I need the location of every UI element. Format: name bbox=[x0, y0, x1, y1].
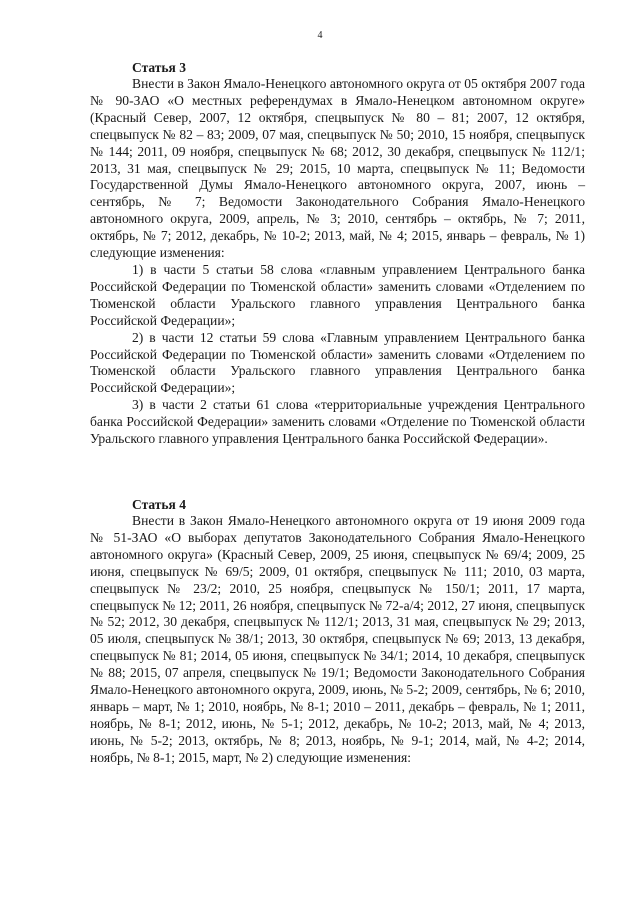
article-4 bbox=[90, 496, 585, 767]
article-3-item-1: 1) в части 5 статьи 58 слова «главным управлением Центрального банка Российской Федерации по Тюменской области» заменить словами «Отделением по Тюменской области Уральского главного управления Центрального банка Российской Федерации»; bbox=[90, 261, 585, 328]
article-3-heading: Статья 3 bbox=[132, 60, 186, 75]
article-3-item-3: 3) в части 2 статьи 61 слова «территориальные учреждения Центрального банка Российской Федерации» заменить словами «Отделение по Тюменской области Уральского главного управления Центрального банка Российской Федерации». bbox=[90, 397, 585, 447]
page-number: 4 bbox=[317, 30, 323, 41]
article-3-item-2: 2) в части 12 статьи 59 слова «Главным управлением Центрального банка Российской Федерации по Тюменской области» заменить словами «Отделением по Тюменской области Уральского главного управления Центрального банка Российской Федерации»; bbox=[90, 329, 585, 396]
article-3 bbox=[90, 59, 585, 448]
article-4-intro: Внести в Закон Ямало-Ненецкого автономного округа от 19 июня 2009 года № 51-ЗАО «О выборах депутатов Законодательного Собрания Ямало-Ненецкого автономного округа» (Красный Север, 2009, 25 июня, спецвыпуск № 69/4; 2009, 25 июня, спецвыпуск № 69/5; 2009, 01 октября, спецвыпуск № 111; 2010, 03 марта, спецвыпуск № 23/2; 2010, 25 ноября, спецвыпуск № 150/1; 2011, 17 марта, спецвыпуск № 12; 2011, 26 ноября, спецвыпуск № 72-а/4; 2012, 27 июня, спецвыпуск № 52; 2012, 30 декабря, спецвыпуск № 112/1; 2013, 31 мая, спецвыпуск № 29; 2013, 05 июля, спецвыпуск № 38/1; 2013, 30 октября, спецвыпуск № 69; 2013, 13 декабря, спецвыпуск № 81; 2014, 05 июня, спецвыпуск № 34/1; 2014, 10 декабря, спецвыпуск № 88; 2015, 07 апреля, спецвыпуск № 19/1; Ведомости Законодательного Собрания Ямало-Ненецкого автономного округа, 2009, июнь, № 5-2; 2009, сентябрь, № 6; 2010, январь – март, № 1; 2010, ноябрь, № 8-1; 2010 – 2011, декабрь – февраль, № 1; 2011, ноябрь, № 8-1; 2012, июнь, № 5-1; 2012, декабрь, № 10-2; 2013, май, № 4; 2013, июнь, № 5-2; 2013, октябрь, № 8; 2013, ноябрь, № 9-1; 2014, май, № 4-2; 2014, ноябрь, № 8-1; 2015, март, № 2) следующие изменения: bbox=[90, 513, 585, 765]
article-4-heading: Статья 4 bbox=[132, 497, 186, 512]
article-3-intro: Внести в Закон Ямало-Ненецкого автономного округа от 05 октября 2007 года № 90-ЗАО «О местных референдумах в Ямало-Ненецком автономном округе» (Красный Север, 2007, 12 октября, спецвыпуск № 80 – 81; 2007, 12 октября, спецвыпуск № 82 – 83; 2009, 07 мая, спецвыпуск № 50; 2010, 15 ноября, спецвыпуск № 144; 2011, 09 ноября, спецвыпуск № 68; 2012, 30 декабря, спецвыпуск № 112/1; 2013, 31 мая, спецвыпуск № 29; 2015, 10 марта, спецвыпуск № 11; Ведомости Государственной Думы Ямало-Ненецкого автономного округа, 2007, июнь – сентябрь, № 7; Ведомости Законодательного Собрания Ямало-Ненецкого автономного округа, 2009, апрель, № 3; 2010, сентябрь – октябрь, № 7; 2011, октябрь, № 7; 2012, декабрь, № 10-2; 2013, май, № 4; 2015, январь – февраль, № 1) следующие изменения: bbox=[90, 76, 585, 261]
